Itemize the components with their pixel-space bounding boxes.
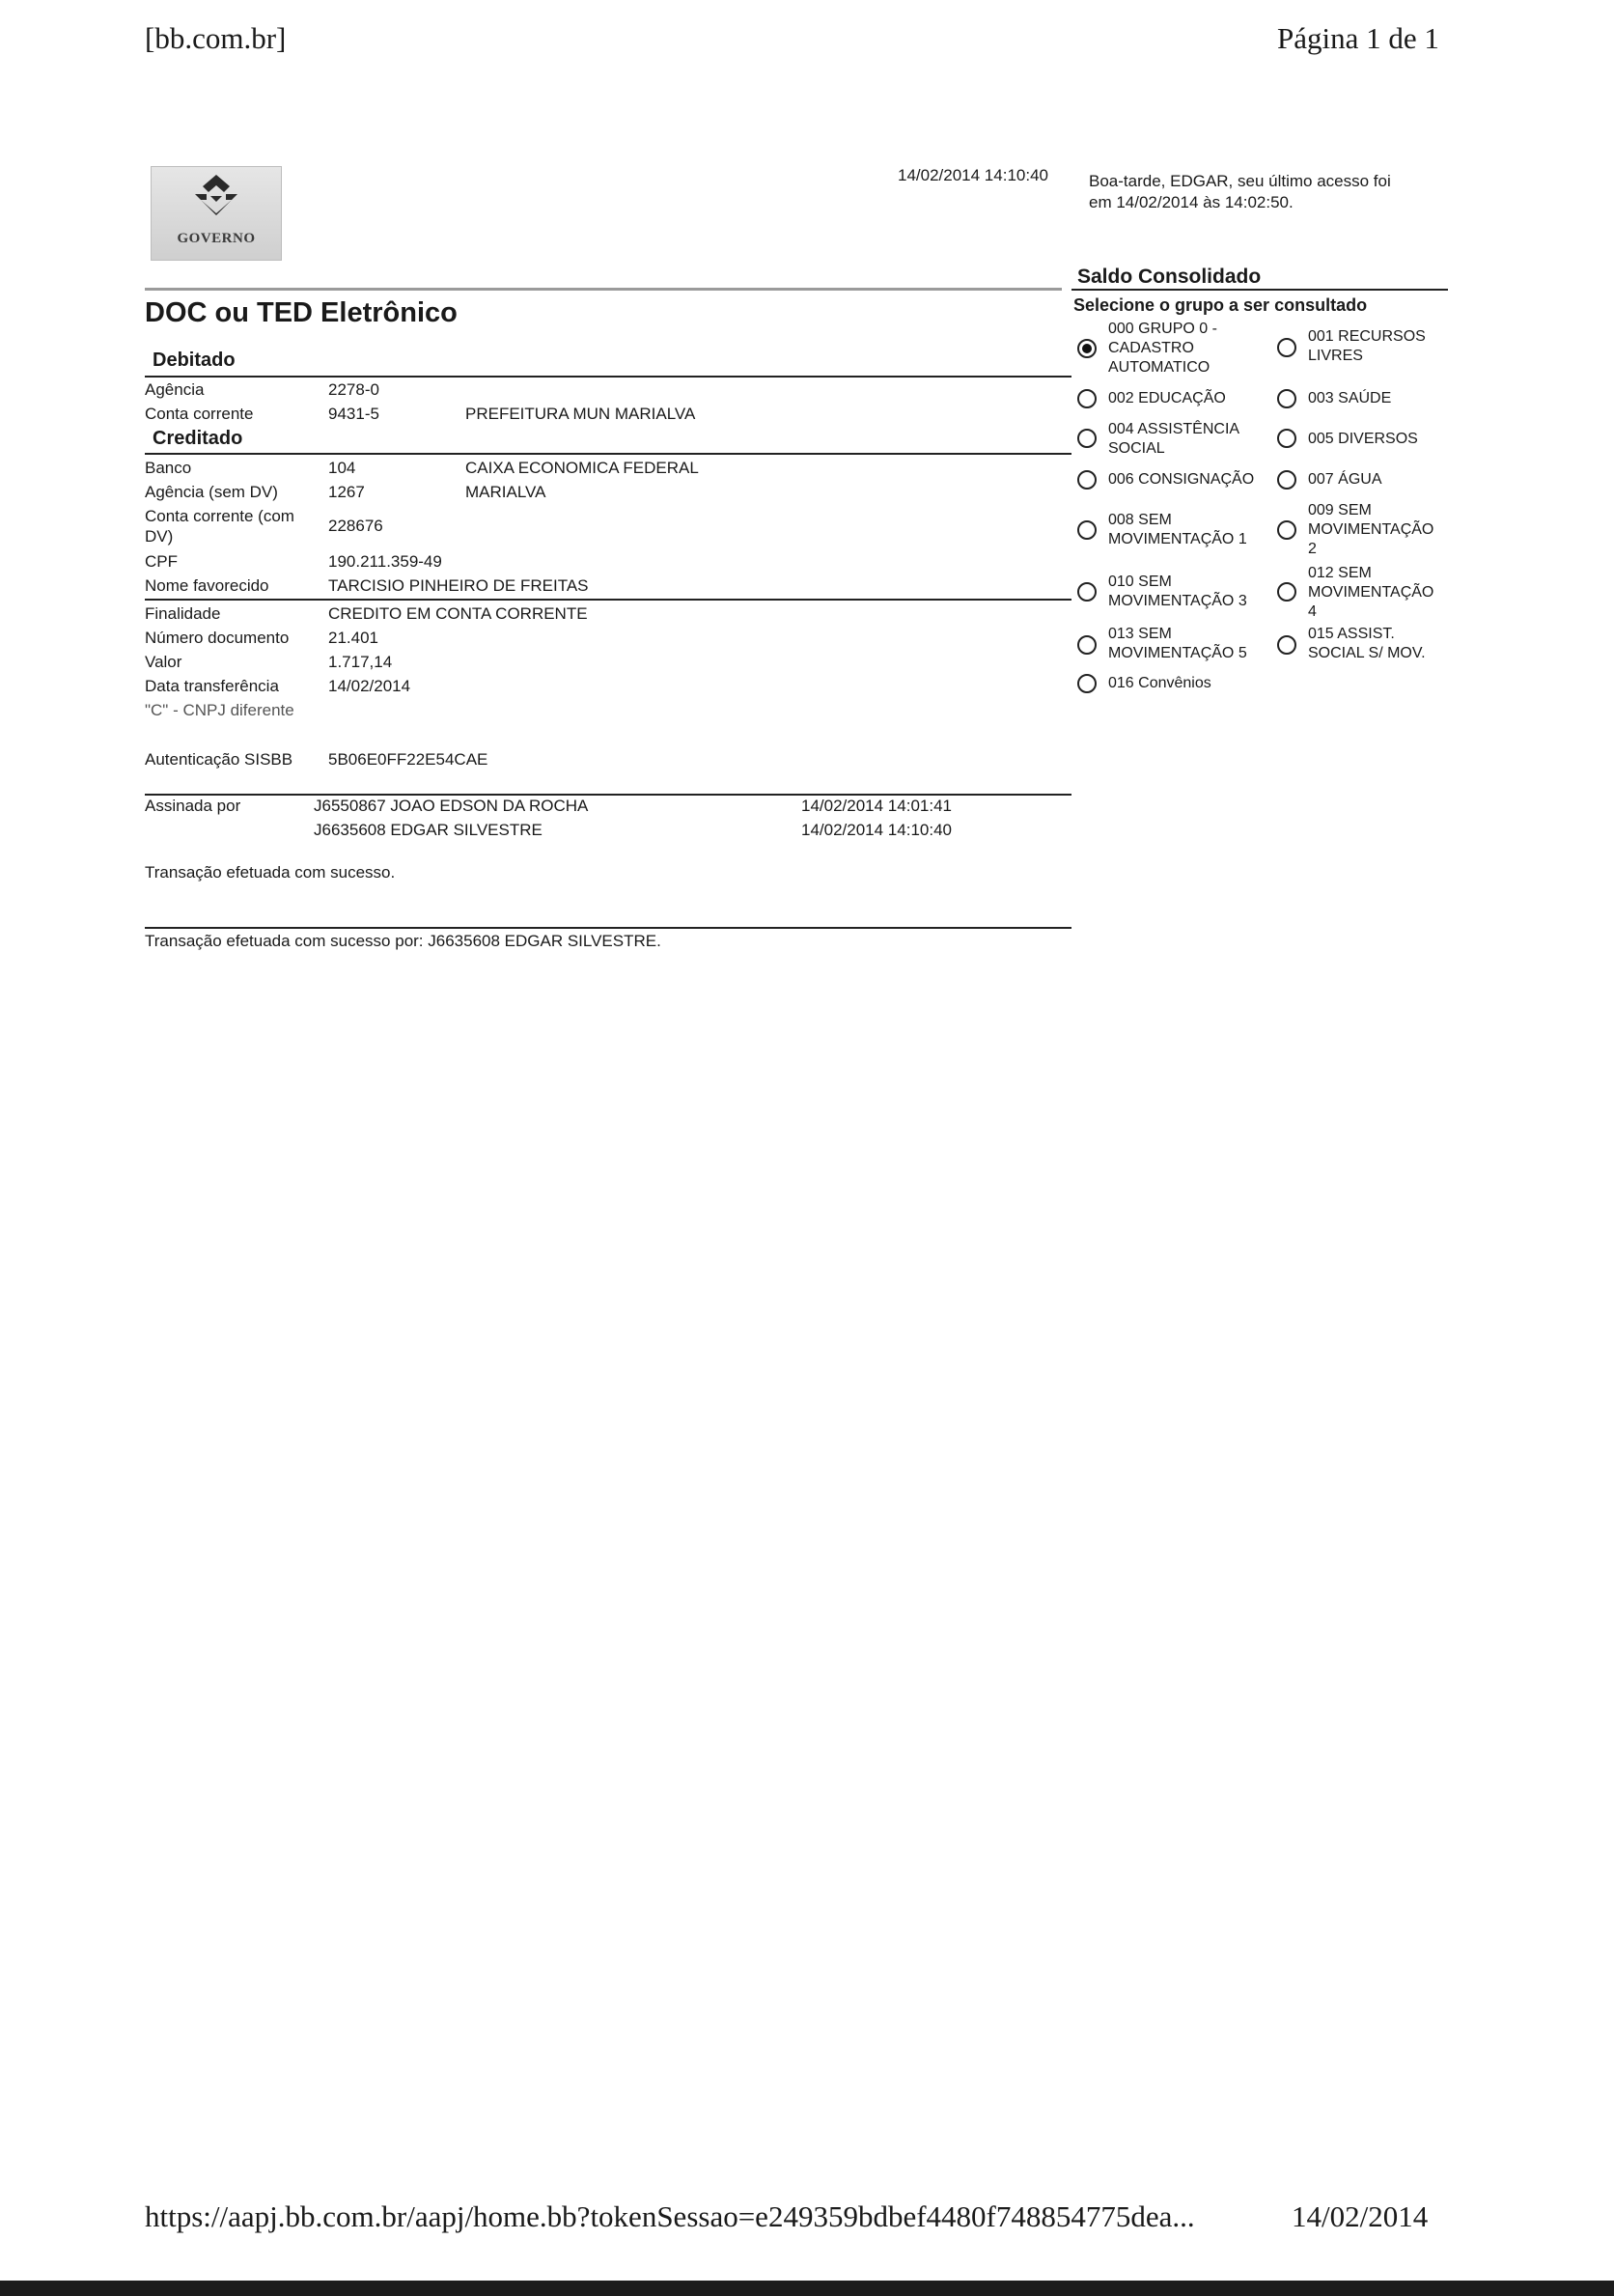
data-transferencia-value: 14/02/2014 — [328, 677, 411, 695]
option-label-016[interactable]: 016 Convênios — [1108, 675, 1211, 691]
radio-grupo-001[interactable] — [1277, 338, 1296, 357]
details-rule — [145, 599, 1071, 601]
option-label-010-line2[interactable]: MOVIMENTAÇÃO 3 — [1108, 593, 1247, 609]
option-label-003[interactable]: 003 SAÚDE — [1308, 390, 1392, 406]
conta-debito-value: 9431-5 — [328, 405, 379, 423]
option-label-012-line2[interactable]: MOVIMENTAÇÃO — [1308, 584, 1434, 601]
cnpj-note: "C" - CNPJ diferente — [145, 701, 294, 719]
option-label-006[interactable]: 006 CONSIGNAÇÃO — [1108, 471, 1255, 488]
autenticacao-value: 5B06E0FF22E54CAE — [328, 750, 488, 769]
print-footer-url: https://aapj.bb.com.br/aapj/home.bb?tokenSessao=e249359bdbef4480f748854775dea... — [145, 2199, 1195, 2233]
option-label-007[interactable]: 007 ÁGUA — [1308, 471, 1382, 488]
creditado-rule — [145, 453, 1071, 455]
agencia-credito-city: MARIALVA — [465, 483, 546, 501]
radio-grupo-005[interactable] — [1277, 429, 1296, 448]
option-label-001-line1[interactable]: 001 RECURSOS — [1308, 328, 1426, 345]
radio-grupo-015[interactable] — [1277, 635, 1296, 655]
cpf-label: CPF — [145, 552, 178, 571]
assinatura-rule — [145, 794, 1071, 796]
option-label-002[interactable]: 002 EDUCAÇÃO — [1108, 390, 1226, 406]
favorecido-value: TARCISIO PINHEIRO DE FREITAS — [328, 576, 589, 595]
greeting-line-1: Boa-tarde, EDGAR, seu último acesso foi — [1089, 172, 1391, 190]
option-label-000-line3[interactable]: AUTOMATICO — [1108, 359, 1210, 376]
print-footer-date: 14/02/2014 — [1292, 2199, 1429, 2233]
signer-2-name: J6635608 EDGAR SILVESTRE — [314, 821, 543, 839]
option-label-008-line2[interactable]: MOVIMENTAÇÃO 1 — [1108, 531, 1247, 547]
agencia-credito-label: Agência (sem DV) — [145, 483, 278, 501]
banco-value: 104 — [328, 459, 356, 477]
section-debitado: Debitado — [153, 350, 236, 371]
scan-edge — [0, 2281, 1614, 2296]
option-label-009-line1[interactable]: 009 SEM — [1308, 502, 1372, 518]
signer-1-time: 14/02/2014 14:01:41 — [801, 797, 952, 815]
numero-documento-value: 21.401 — [328, 629, 378, 647]
valor-value: 1.717,14 — [328, 653, 393, 671]
debitado-rule — [145, 376, 1071, 378]
option-label-001-line2[interactable]: LIVRES — [1308, 348, 1363, 364]
governo-logo[interactable] — [151, 166, 282, 261]
radio-grupo-003[interactable] — [1277, 389, 1296, 408]
option-label-004-line2[interactable]: SOCIAL — [1108, 440, 1165, 457]
option-label-000-line2[interactable]: CADASTRO — [1108, 340, 1194, 356]
finalidade-value: CREDITO EM CONTA CORRENTE — [328, 604, 588, 623]
data-transferencia-label: Data transferência — [145, 677, 279, 695]
option-label-013-line2[interactable]: MOVIMENTAÇÃO 5 — [1108, 645, 1247, 661]
valor-label: Valor — [145, 653, 182, 671]
conta-credito-label-2: DV) — [145, 527, 174, 546]
logo-text: GOVERNO — [177, 231, 256, 246]
radio-grupo-012[interactable] — [1277, 582, 1296, 602]
print-header-site: [bb.com.br] — [145, 21, 287, 55]
option-label-000-line1[interactable]: 000 GRUPO 0 - — [1108, 321, 1217, 337]
banco-label: Banco — [145, 459, 192, 477]
radio-grupo-009[interactable] — [1277, 520, 1296, 540]
saldo-rule — [1071, 289, 1448, 291]
radio-grupo-013[interactable] — [1077, 635, 1097, 655]
option-label-012-line3[interactable]: 4 — [1308, 603, 1317, 620]
conta-credito-value: 228676 — [328, 517, 383, 535]
option-label-012-line1[interactable]: 012 SEM — [1308, 565, 1372, 581]
radio-grupo-010[interactable] — [1077, 582, 1097, 602]
option-label-009-line2[interactable]: MOVIMENTAÇÃO — [1308, 521, 1434, 538]
conta-debito-label: Conta corrente — [145, 405, 254, 423]
radio-grupo-000[interactable] — [1077, 339, 1097, 358]
radio-grupo-007[interactable] — [1277, 470, 1296, 490]
header-divider — [145, 288, 1062, 291]
radio-grupo-004[interactable] — [1077, 429, 1097, 448]
radio-grupo-002[interactable] — [1077, 389, 1097, 408]
section-creditado: Creditado — [153, 428, 243, 449]
option-label-005[interactable]: 005 DIVERSOS — [1308, 431, 1418, 447]
footer-message: Transação efetuada com sucesso por: J6635608 EDGAR SILVESTRE. — [145, 932, 661, 950]
conta-debito-titular: PREFEITURA MUN MARIALVA — [465, 405, 696, 423]
footer-message-rule — [145, 927, 1071, 929]
status-message: Transação efetuada com sucesso. — [145, 863, 396, 882]
option-label-010-line1[interactable]: 010 SEM — [1108, 574, 1172, 590]
radio-grupo-008[interactable] — [1077, 520, 1097, 540]
agencia-debito-label: Agência — [145, 380, 205, 399]
cpf-value: 190.211.359-49 — [328, 552, 442, 571]
banco-name: CAIXA ECONOMICA FEDERAL — [465, 459, 699, 477]
favorecido-label: Nome favorecido — [145, 576, 269, 595]
radio-grupo-006[interactable] — [1077, 470, 1097, 490]
page-title: DOC ou TED Eletrônico — [145, 297, 458, 328]
option-label-009-line3[interactable]: 2 — [1308, 541, 1317, 557]
banco-do-brasil-logo-icon — [187, 173, 245, 227]
session-timestamp: 14/02/2014 14:10:40 — [898, 166, 1048, 184]
saldo-subtitle: Selecione o grupo a ser consultado — [1073, 295, 1368, 315]
greeting-line-2: em 14/02/2014 às 14:02:50. — [1089, 193, 1294, 211]
conta-credito-label-1: Conta corrente (com — [145, 507, 294, 525]
option-label-015-line2[interactable]: SOCIAL S/ MOV. — [1308, 645, 1426, 661]
signer-1-name: J6550867 JOAO EDSON DA ROCHA — [314, 797, 589, 815]
autenticacao-label: Autenticação SISBB — [145, 750, 293, 769]
option-label-008-line1[interactable]: 008 SEM — [1108, 512, 1172, 528]
numero-documento-label: Número documento — [145, 629, 290, 647]
agencia-debito-value: 2278-0 — [328, 380, 379, 399]
print-header-page-number: Página 1 de 1 — [1277, 21, 1439, 55]
option-label-015-line1[interactable]: 015 ASSIST. — [1308, 626, 1395, 642]
finalidade-label: Finalidade — [145, 604, 221, 623]
option-label-013-line1[interactable]: 013 SEM — [1108, 626, 1172, 642]
agencia-credito-value: 1267 — [328, 483, 365, 501]
radio-grupo-016[interactable] — [1077, 674, 1097, 693]
option-label-004-line1[interactable]: 004 ASSISTÊNCIA — [1108, 421, 1240, 437]
signer-2-time: 14/02/2014 14:10:40 — [801, 821, 952, 839]
assinada-por-label: Assinada por — [145, 797, 241, 815]
saldo-consolidado-title: Saldo Consolidado — [1077, 266, 1262, 288]
